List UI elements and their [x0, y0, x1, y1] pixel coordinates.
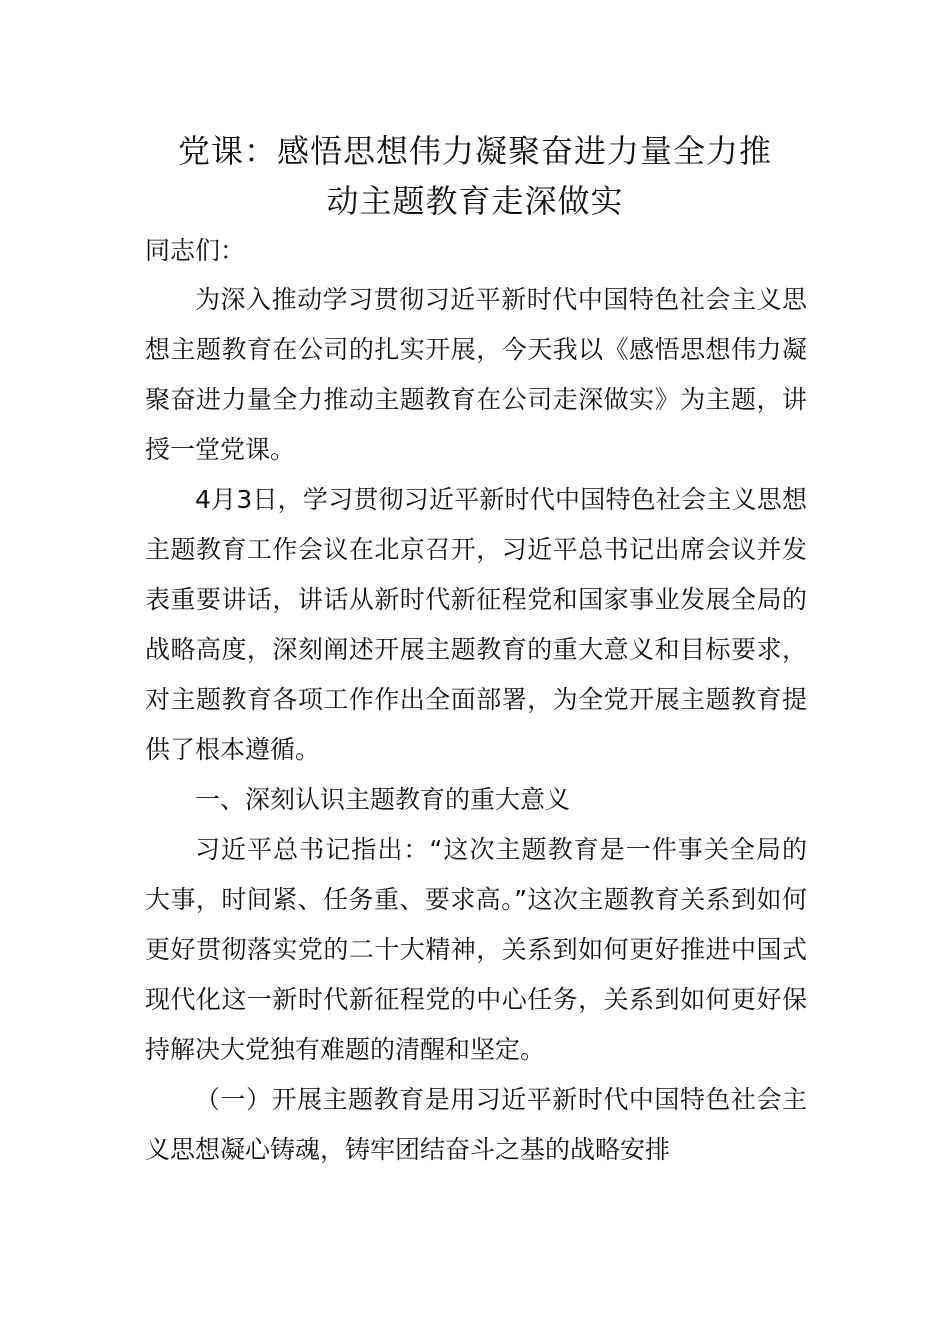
title-line-2: 动主题教育走深做实: [326, 182, 624, 220]
document-title: [145, 126, 805, 226]
paragraph-background: 4月3日，学习贯彻习近平新时代中国特色社会主义思想主题教育工作会议在北京召开，习近平总书记出席会议并发表重要讲话，讲话从新时代新征程党和国家事业发展全局的战略高度，深刻阐述开展主题教育的重大意义和目标要求，对主题教育各项工作作出全面部署，为全党开展主题教育提供了根本遵循。: [145, 485, 807, 764]
title-line-1: 党课：感悟思想伟力凝聚奋进力量全力推: [177, 132, 772, 170]
subsection-heading: （一）开展主题教育是用习近平新时代中国特色社会主义思想凝心铸魂，铸牢团结奋斗之基的战略安排: [145, 1085, 807, 1164]
section-heading: 一、深刻认识主题教育的重大意义: [195, 785, 571, 814]
salutation: 同志们：: [145, 236, 246, 265]
paragraph-intro: 为深入推动学习贯彻习近平新时代中国特色社会主义思想主题教育在公司的扎实开展，今天我以《感悟思想伟力凝聚奋进力量全力推动主题教育在公司走深做实》为主题，讲授一堂党课。: [145, 285, 807, 464]
section-paragraph: 习近平总书记指出：“这次主题教育是一件事关全局的大事，时间紧、任务重、要求高。”这次主题教育关系到如何更好贯彻落实党的二十大精神，关系到如何更好推进中国式现代化这一新时代新征程党的中心任务，关系到如何更好保持解决大党独有难题的清醒和坚定。: [145, 835, 807, 1064]
